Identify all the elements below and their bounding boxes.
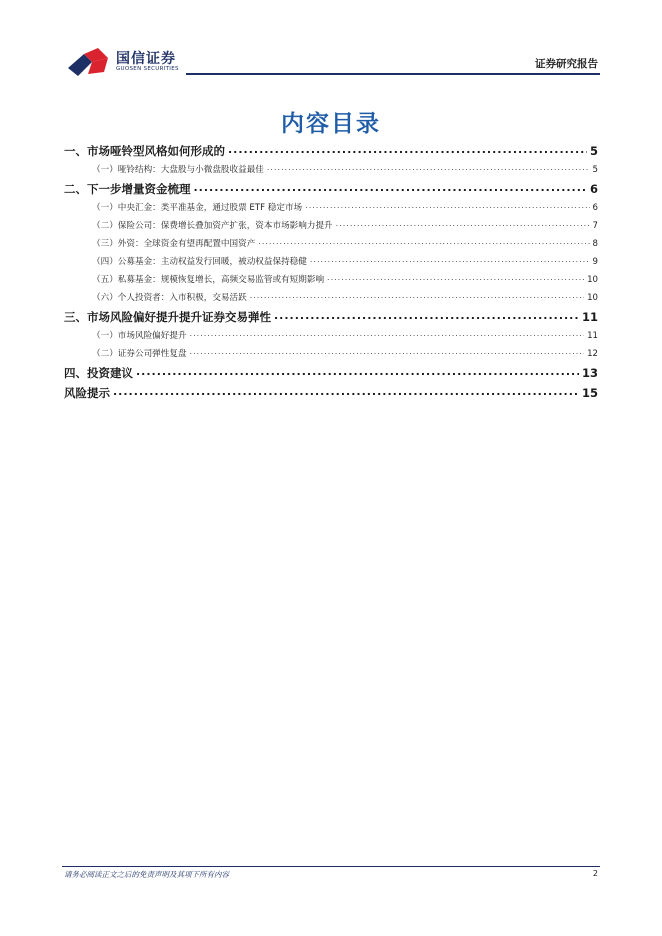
toc-entry-page-number: 7 (592, 221, 598, 231)
toc-entry-label: （六）个人投资者：入市积极，交易活跃 (92, 293, 247, 303)
company-logo (64, 46, 194, 78)
toc-entry-page-number: 13 (581, 366, 598, 380)
toc-entry-label: （二）证券公司弹性复盘 (92, 349, 187, 359)
toc-leader-dots (136, 365, 579, 378)
toc-entry-label: （一）哑铃结构：大盘股与小微盘股收益最佳 (92, 165, 264, 175)
toc-entry-page-number: 10 (587, 275, 598, 285)
toc-subsection-entry[interactable] (64, 237, 598, 255)
toc-entry-page-number: 15 (581, 386, 598, 400)
footer-divider (62, 866, 600, 867)
toc-leader-dots (194, 181, 587, 194)
toc-entry-page-number: 6 (589, 182, 598, 196)
page-title: 内容目录 (281, 111, 381, 137)
toc-leader-dots (190, 347, 585, 356)
toc-entry-page-number: 8 (592, 239, 598, 249)
toc-entry-page-number: 5 (592, 165, 598, 175)
toc-leader-dots (336, 219, 590, 228)
toc-section-entry[interactable] (64, 143, 598, 163)
toc-leader-dots (310, 255, 590, 264)
footer-disclaimer: 请务必阅读正文之后的免责声明及其项下所有内容 (64, 870, 229, 879)
toc-entry-label: 一、市场哑铃型风格如何形成的 (64, 144, 225, 158)
toc-entry-label: （五）私募基金：规模恢复增长，高频交易监管或有短期影响 (92, 275, 325, 285)
table-of-contents (64, 143, 598, 405)
toc-leader-dots (327, 273, 584, 282)
toc-section-entry[interactable] (64, 309, 598, 329)
footer-page-number: 2 (592, 869, 598, 878)
toc-subsection-entry[interactable] (64, 347, 598, 365)
toc-entry-label: （一）中央汇金：类平准基金，通过股票 ETF 稳定市场 (92, 203, 303, 213)
toc-entry-label: 二、下一步增量资金梳理 (64, 182, 191, 196)
toc-section-entry[interactable] (64, 181, 598, 201)
logo-chinese-name: 国信证券 (116, 51, 176, 67)
toc-leader-dots (190, 329, 585, 338)
guosen-emblem-icon (64, 46, 114, 78)
toc-entry-label: 风险提示 (64, 386, 110, 400)
toc-entry-label: （三）外资：全球资金有望再配置中国资产 (92, 239, 256, 249)
toc-subsection-entry[interactable] (64, 291, 598, 309)
toc-leader-dots (267, 163, 590, 172)
toc-leader-dots (250, 291, 584, 300)
toc-leader-dots (305, 201, 589, 210)
toc-entry-label: （四）公募基金：主动权益发行回暖，被动权益保持稳健 (92, 257, 307, 267)
toc-subsection-entry[interactable] (64, 163, 598, 181)
toc-entry-page-number: 10 (587, 293, 598, 303)
toc-subsection-entry[interactable] (64, 329, 598, 347)
toc-entry-label: （二）保险公司：保费增长叠加资产扩张，资本市场影响力提升 (92, 221, 333, 231)
toc-entry-page-number: 11 (587, 331, 598, 341)
logo-english-name: GUOSEN SECURITIES (116, 66, 179, 72)
header-divider (186, 73, 600, 75)
toc-entry-page-number: 5 (589, 144, 598, 158)
toc-leader-dots (258, 237, 589, 246)
toc-entry-label: 三、市场风险偏好提升提升证券交易弹性 (64, 310, 271, 324)
report-type-label: 证券研究报告 (535, 58, 598, 70)
toc-entry-page-number: 6 (592, 203, 598, 213)
toc-section-entry[interactable] (64, 385, 598, 405)
toc-section-entry[interactable] (64, 365, 598, 385)
toc-entry-page-number: 11 (581, 310, 598, 324)
toc-entry-label: （一）市场风险偏好提升 (92, 331, 187, 341)
toc-leader-dots (113, 385, 579, 398)
toc-leader-dots (228, 143, 587, 156)
toc-leader-dots (274, 309, 579, 322)
toc-subsection-entry[interactable] (64, 201, 598, 219)
toc-subsection-entry[interactable] (64, 273, 598, 291)
toc-entry-page-number: 9 (592, 257, 598, 267)
toc-entry-page-number: 12 (587, 349, 598, 359)
toc-subsection-entry[interactable] (64, 219, 598, 237)
toc-entry-label: 四、投资建议 (64, 366, 133, 380)
toc-subsection-entry[interactable] (64, 255, 598, 273)
